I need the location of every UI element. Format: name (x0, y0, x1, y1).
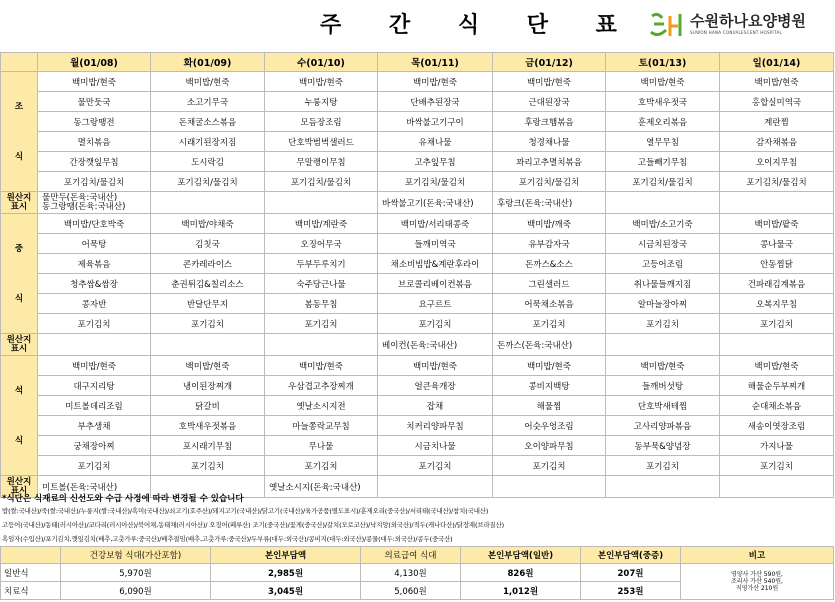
origin-label-text: 표시 (10, 201, 28, 212)
origin-cell (720, 476, 834, 498)
menu-item: 동그랑땡전 (38, 112, 151, 132)
meal-label (1, 214, 38, 334)
menu-item: 백미밥/계란죽 (265, 214, 378, 234)
menu-item: 궁채장아찌 (38, 436, 151, 456)
menu-item: 가지나물 (720, 436, 834, 456)
menu-item: 포기김치 (378, 314, 493, 334)
menu-item: 어묵탕 (38, 234, 151, 254)
price-row-label: 일반식 (1, 564, 61, 582)
origin-text: 물만두(돈육:국내산) (42, 192, 118, 203)
origin-text: 돈까스(돈육:국내산) (497, 340, 573, 351)
menu-item: 콩나물국 (720, 234, 834, 254)
menu-item: 포기김치/물김치 (720, 172, 834, 192)
day-header: 월(01/08) (38, 53, 151, 72)
menu-item: 봄동무침 (265, 294, 378, 314)
menu-item: 근대된장국 (493, 92, 606, 112)
menu-item: 우삼겹고추장찌개 (265, 376, 378, 396)
price-value: 826원 (461, 564, 581, 582)
menu-item: 백미밥/팥죽 (720, 214, 834, 234)
menu-item: 채소비빔밥&계란후라이 (378, 254, 493, 274)
menu-row (1, 234, 834, 254)
menu-item: 백미밥/현죽 (606, 72, 720, 92)
menu-item: 감자채볶음 (720, 132, 834, 152)
menu-item: 반달단무지 (151, 294, 265, 314)
menu-row (1, 314, 834, 334)
price-note (681, 564, 834, 600)
menu-item: 콘카레라이스 (151, 254, 265, 274)
menu-item: 시래기된장지짐 (151, 132, 265, 152)
origin-cell (378, 192, 493, 214)
menu-row (1, 356, 834, 376)
menu-row (1, 112, 834, 132)
origin-cell (606, 334, 720, 356)
menu-item: 오이지무침 (720, 152, 834, 172)
menu-item: 고들빼기무침 (606, 152, 720, 172)
origin-label-text: 표시 (10, 485, 28, 496)
menu-row (1, 416, 834, 436)
menu-item: 누룽지탕 (265, 92, 378, 112)
menu-item: 포기김치 (265, 314, 378, 334)
menu-row (1, 396, 834, 416)
menu-item: 냉이된장찌개 (151, 376, 265, 396)
logo-name: 수원하나요양병원 (690, 12, 806, 30)
menu-item: 그린샐러드 (493, 274, 606, 294)
menu-item: 백미밥/현죽 (606, 356, 720, 376)
origin-cell (493, 192, 606, 214)
menu-item: 포기김치/물김치 (265, 172, 378, 192)
menu-item: 포기김치/물김치 (606, 172, 720, 192)
menu-item: 물만둣국 (38, 92, 151, 112)
menu-item: 백미밥/현죽 (493, 356, 606, 376)
menu-item: 포기김치 (378, 456, 493, 476)
menu-item: 멸치볶음 (38, 132, 151, 152)
origin-text: 바싹불고기(돈육:국내산) (382, 198, 474, 209)
menu-item: 백미밥/현죽 (378, 356, 493, 376)
origin-cell (265, 476, 378, 498)
menu-row (1, 376, 834, 396)
origin-line: 밥(쌀:국내산)/죽(쌀:국내산)/누룽지(쌀:국내산)/흑미(국내산)/쇠고기(호주산)/돼지고기(국내산)/닭고기(국내산)/육가공품(별도표시)/훈제오리(중국산)/서리태(국내산)/참치(국내산) (2, 507, 489, 515)
menu-item: 어묵채소볶음 (493, 294, 606, 314)
origin-cell (606, 476, 720, 498)
menu-item: 백미밥/현죽 (151, 356, 265, 376)
menu-row (1, 214, 834, 234)
origin-cell (38, 192, 151, 214)
origin-line: 흑임자(수입산)/포기김치,깻잎김치(배추,고춧가루:중국산)/배추절임(배추,고춧가루:중국산)/두부류(대두:외국산)/콩비지(대두:외국산)/콩물(대두:외국산)/콩두(중국산) (2, 535, 453, 543)
meal-label (1, 72, 38, 192)
menu-item: 포기김치/물김치 (493, 172, 606, 192)
menu-item: 백미밥/현죽 (720, 72, 834, 92)
origin-cell (720, 334, 834, 356)
day-header: 토(01/13) (606, 53, 720, 72)
menu-item: 돈채굴소스볶음 (151, 112, 265, 132)
menu-item: 옛날소시지전 (265, 396, 378, 416)
menu-item: 단호박새테찜 (606, 396, 720, 416)
page-title: 주 간 식 단 표 (320, 13, 637, 38)
menu-item: 들깨버섯탕 (606, 376, 720, 396)
menu-item: 콩비지백탕 (493, 376, 606, 396)
menu-item: 닭갈비 (151, 396, 265, 416)
menu-item: 잡채 (378, 396, 493, 416)
menu-item: 요구르트 (378, 294, 493, 314)
menu-item: 얼큰육개장 (378, 376, 493, 396)
menu-item: 무말랭이무침 (265, 152, 378, 172)
origin-text: 후랑크(돈육:국내산) (497, 198, 573, 209)
notice-text: *식단은 식재료의 신선도와 수급 사정에 따라 변경될 수 있습니다 (2, 494, 244, 504)
origin-row (1, 192, 834, 214)
day-header: 수(01/10) (265, 53, 378, 72)
price-header: 본인부담액(일반) (461, 547, 581, 564)
price-value: 1,012원 (461, 582, 581, 600)
menu-item: 마늘쫑락교무침 (265, 416, 378, 436)
price-row-label: 치료식 (1, 582, 61, 600)
menu-item: 들깨미역국 (378, 234, 493, 254)
origin-label-text: 원산지 (6, 334, 32, 345)
origin-cell (378, 476, 493, 498)
menu-item: 포기김치 (493, 314, 606, 334)
price-header: 비고 (681, 547, 834, 564)
menu-item: 무나물 (265, 436, 378, 456)
menu-item: 순대채소볶음 (720, 396, 834, 416)
menu-item: 꽈리고추멸치볶음 (493, 152, 606, 172)
menu-item: 계란찜 (720, 112, 834, 132)
menu-item: 청경채나물 (493, 132, 606, 152)
origin-label (1, 192, 38, 214)
price-header (1, 547, 61, 564)
menu-item: 포기김치 (38, 456, 151, 476)
menu-item: 어슷우엉조림 (493, 416, 606, 436)
menu-item: 부추생채 (38, 416, 151, 436)
meal-label-char: 식 (14, 293, 24, 304)
menu-item: 포기김치/물김치 (378, 172, 493, 192)
menu-item: 고등어조림 (606, 254, 720, 274)
menu-item: 포기김치 (151, 456, 265, 476)
origin-cell (378, 334, 493, 356)
menu-row (1, 152, 834, 172)
price-value: 207원 (581, 564, 681, 582)
menu-item: 도시락김 (151, 152, 265, 172)
menu-item: 단배추된장국 (378, 92, 493, 112)
menu-row (1, 456, 834, 476)
menu-row (1, 294, 834, 314)
menu-item: 포기김치 (606, 314, 720, 334)
price-header: 본인부담액 (211, 547, 361, 564)
menu-item: 콩자반 (38, 294, 151, 314)
menu-item: 해물찜 (493, 396, 606, 416)
menu-item: 포기김치 (38, 314, 151, 334)
price-value: 4,130원 (361, 564, 461, 582)
meal-label-char: 식 (14, 435, 24, 446)
menu-row (1, 254, 834, 274)
menu-item: 청추쌈&쌈장 (38, 274, 151, 294)
origin-text: 동그랑땡(돈육:국내산) (42, 201, 126, 212)
price-note-line: 직영가산 210원 (735, 585, 779, 592)
day-header: 일(01/14) (720, 53, 834, 72)
price-note-line: 조리사 가산 540원, (731, 578, 783, 585)
menu-item: 유채나물 (378, 132, 493, 152)
menu-item: 고추잎무침 (378, 152, 493, 172)
menu-item: 백미밥/현죽 (38, 72, 151, 92)
price-value: 5,060원 (361, 582, 461, 600)
menu-item: 백미밥/야채죽 (151, 214, 265, 234)
price-header: 본인부담액(중증) (581, 547, 681, 564)
origin-label-text: 원산지 (6, 192, 32, 203)
day-header: 목(01/11) (378, 53, 493, 72)
menu-item: 고사리양파볶음 (606, 416, 720, 436)
menu-item: 백미밥/현죽 (378, 72, 493, 92)
logo-mark-icon (648, 10, 686, 38)
menu-item: 백미밥/깨죽 (493, 214, 606, 234)
meal-label-char: 석 (14, 385, 24, 396)
weekly-menu-table (0, 52, 834, 498)
menu-row (1, 72, 834, 92)
menu-item: 백미밥/소고기죽 (606, 214, 720, 234)
menu-item: 돈까스&소스 (493, 254, 606, 274)
meal-label-char: 중 (14, 243, 24, 254)
price-table (0, 546, 834, 600)
menu-item: 해물순두부찌개 (720, 376, 834, 396)
menu-item: 백미밥/현죽 (265, 72, 378, 92)
origin-text: 옛날소시지(돈육:국내산) (269, 482, 361, 493)
menu-item: 취나물들깨지짐 (606, 274, 720, 294)
origin-cell (265, 334, 378, 356)
menu-item: 백미밥/현죽 (493, 72, 606, 92)
origin-label-text: 표시 (10, 343, 28, 354)
menu-item: 알마늘장아찌 (606, 294, 720, 314)
origin-cell (493, 334, 606, 356)
menu-item: 안동찜닭 (720, 254, 834, 274)
menu-row (1, 92, 834, 112)
price-header: 건강보험 식대(가산포함) (61, 547, 211, 564)
price-header-row (1, 547, 834, 564)
origin-cell (38, 334, 151, 356)
menu-item: 포기김치 (606, 456, 720, 476)
origin-cell (493, 476, 606, 498)
menu-item: 바싹불고기구이 (378, 112, 493, 132)
price-value: 253원 (581, 582, 681, 600)
menu-item: 후랑크햄볶음 (493, 112, 606, 132)
price-note-line: 영양사 가산 590원, (731, 571, 783, 578)
menu-item: 간장깻잎무침 (38, 152, 151, 172)
price-value: 6,090원 (61, 582, 211, 600)
menu-item: 새송이엿장조림 (720, 416, 834, 436)
origin-cell (265, 192, 378, 214)
origin-row (1, 334, 834, 356)
menu-item: 오이양파무침 (493, 436, 606, 456)
meal-label (1, 356, 38, 476)
menu-item: 모듬장조림 (265, 112, 378, 132)
menu-item: 호박새우젓국 (606, 92, 720, 112)
menu-item: 치커리양파무침 (378, 416, 493, 436)
origin-cell (151, 334, 265, 356)
header (0, 0, 835, 52)
menu-row (1, 172, 834, 192)
menu-row (1, 436, 834, 456)
menu-item: 포기김치 (151, 314, 265, 334)
day-header: 화(01/09) (151, 53, 265, 72)
meal-label-char: 조 (14, 101, 24, 112)
menu-item: 춘권튀김&칠리소스 (151, 274, 265, 294)
origin-label (1, 334, 38, 356)
menu-item: 포기김치/물김치 (151, 172, 265, 192)
origin-cell (720, 192, 834, 214)
corner-cell (1, 53, 38, 72)
menu-item: 대구지리탕 (38, 376, 151, 396)
menu-item: 동부묵&양념장 (606, 436, 720, 456)
menu-row (1, 132, 834, 152)
menu-item: 소고기무국 (151, 92, 265, 112)
menu-item: 포기김치 (720, 314, 834, 334)
menu-item: 호박새우젓볶음 (151, 416, 265, 436)
price-value: 3,045원 (211, 582, 361, 600)
hospital-logo (648, 10, 806, 38)
menu-item: 백미밥/현죽 (38, 356, 151, 376)
menu-item: 백미밥/현죽 (151, 72, 265, 92)
menu-item: 훈제오리볶음 (606, 112, 720, 132)
price-row (1, 564, 834, 582)
day-header-row (1, 53, 834, 72)
menu-item: 오징어무국 (265, 234, 378, 254)
menu-item: 백미밥/서리태콩죽 (378, 214, 493, 234)
menu-item: 오복지무침 (720, 294, 834, 314)
day-header: 금(01/12) (493, 53, 606, 72)
menu-item: 백미밥/현죽 (265, 356, 378, 376)
menu-item: 포시래기무침 (151, 436, 265, 456)
menu-item: 시금치된장국 (606, 234, 720, 254)
price-header: 의료급여 식대 (361, 547, 461, 564)
menu-item: 백미밥/현죽 (720, 356, 834, 376)
menu-item: 백미밥/단호박죽 (38, 214, 151, 234)
origin-cell (151, 192, 265, 214)
menu-item: 브로콜리베이컨볶음 (378, 274, 493, 294)
menu-item: 시금치나물 (378, 436, 493, 456)
origin-text: 베이컨(돈육:국내산) (382, 340, 458, 351)
menu-item: 단호박범벅샐러드 (265, 132, 378, 152)
menu-item: 포기김치 (265, 456, 378, 476)
logo-subtitle: SUWON HANA CONVALESCENT HOSPITAL (690, 30, 783, 35)
price-value: 2,985원 (211, 564, 361, 582)
meal-label-char: 식 (14, 151, 24, 162)
menu-item: 열무무침 (606, 132, 720, 152)
menu-item: 포기김치 (493, 456, 606, 476)
menu-item: 미트볼데리조림 (38, 396, 151, 416)
origin-label-text: 원산지 (6, 476, 32, 487)
menu-item: 숙주당근나물 (265, 274, 378, 294)
origin-cell (606, 192, 720, 214)
menu-item: 제육볶음 (38, 254, 151, 274)
menu-item: 두부두루치기 (265, 254, 378, 274)
menu-item: 김칫국 (151, 234, 265, 254)
menu-item: 포기김치 (720, 456, 834, 476)
menu-row (1, 274, 834, 294)
menu-item: 건파래김계볶음 (720, 274, 834, 294)
menu-item: 홍합실미역국 (720, 92, 834, 112)
menu-item: 유부감자국 (493, 234, 606, 254)
menu-item: 포기김치/물김치 (38, 172, 151, 192)
origin-text: 미트볼(돈육:국내산) (42, 482, 118, 493)
origin-line: 고등어(국내산)/동태(러시아산)/코다리(러시아산)/북어채,동태채(러시아산)/ 오징어(페루산) 조기(중국산)/꽃게(중국산)/갈치(모로코산)/낙지앙(외국산)/적두(캐나다산)/닭장재(브라질산) (2, 521, 505, 529)
price-value: 5,970원 (61, 564, 211, 582)
